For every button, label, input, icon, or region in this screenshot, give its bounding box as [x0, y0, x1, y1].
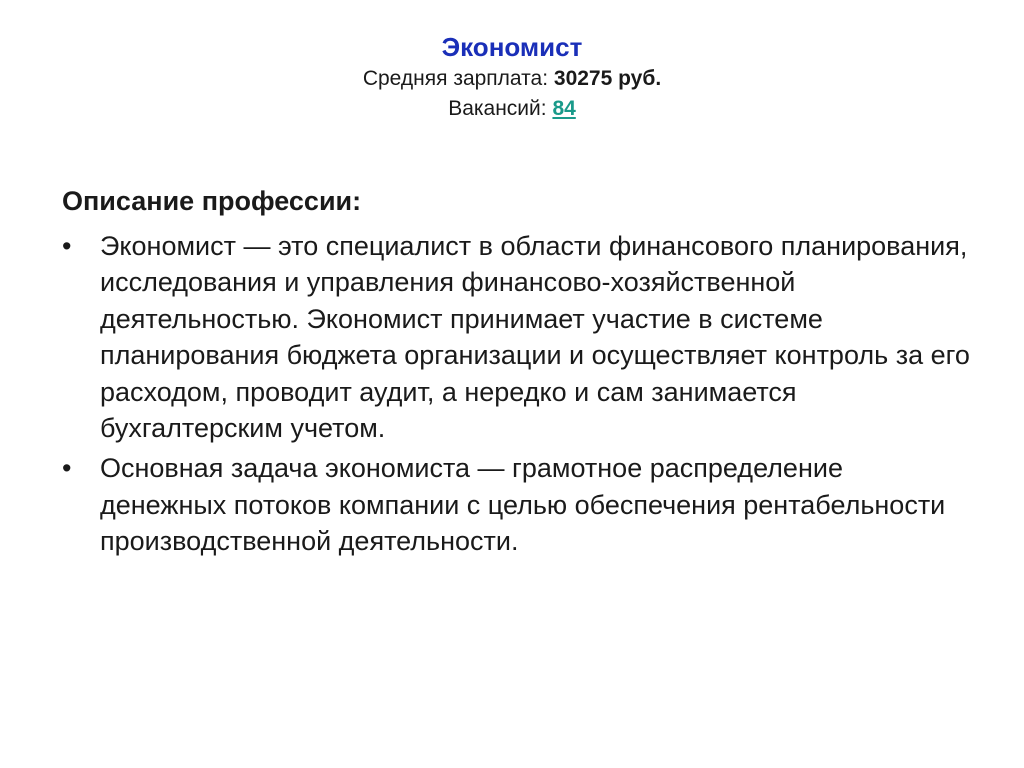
vacancies-line: [0, 94, 1024, 124]
salary-line: [0, 64, 1024, 94]
list-item: [62, 228, 972, 446]
vacancies-label: Вакансий:: [448, 97, 553, 120]
salary-label: Средняя зарплата:: [362, 67, 554, 90]
bullet-icon: •: [62, 231, 72, 261]
vacancies-count-link[interactable]: 84: [552, 97, 576, 120]
description-list: [62, 228, 972, 564]
job-title: Экономист: [441, 32, 583, 62]
list-item: [62, 450, 972, 559]
list-item-text: Экономист — это специалист в области финансового планирования, исследования и управления финансово-хозяйственной деятельностью. Экономист принимает участие в системе планирования бюджета организации и осуществляет контроль за его расходом, проводит аудит, а нередко и сам занимается бухгалтерским учетом.: [100, 231, 970, 444]
list-item-text: Основная задача экономиста — грамотное распределение денежных потоков компании с целью обеспечения рентабельности производственной деятельности.: [100, 453, 946, 557]
salary-value: 30275 руб.: [553, 67, 662, 90]
job-header: [0, 30, 1024, 124]
bullet-icon: •: [62, 453, 72, 484]
description-heading: Описание профессии:: [62, 186, 362, 216]
